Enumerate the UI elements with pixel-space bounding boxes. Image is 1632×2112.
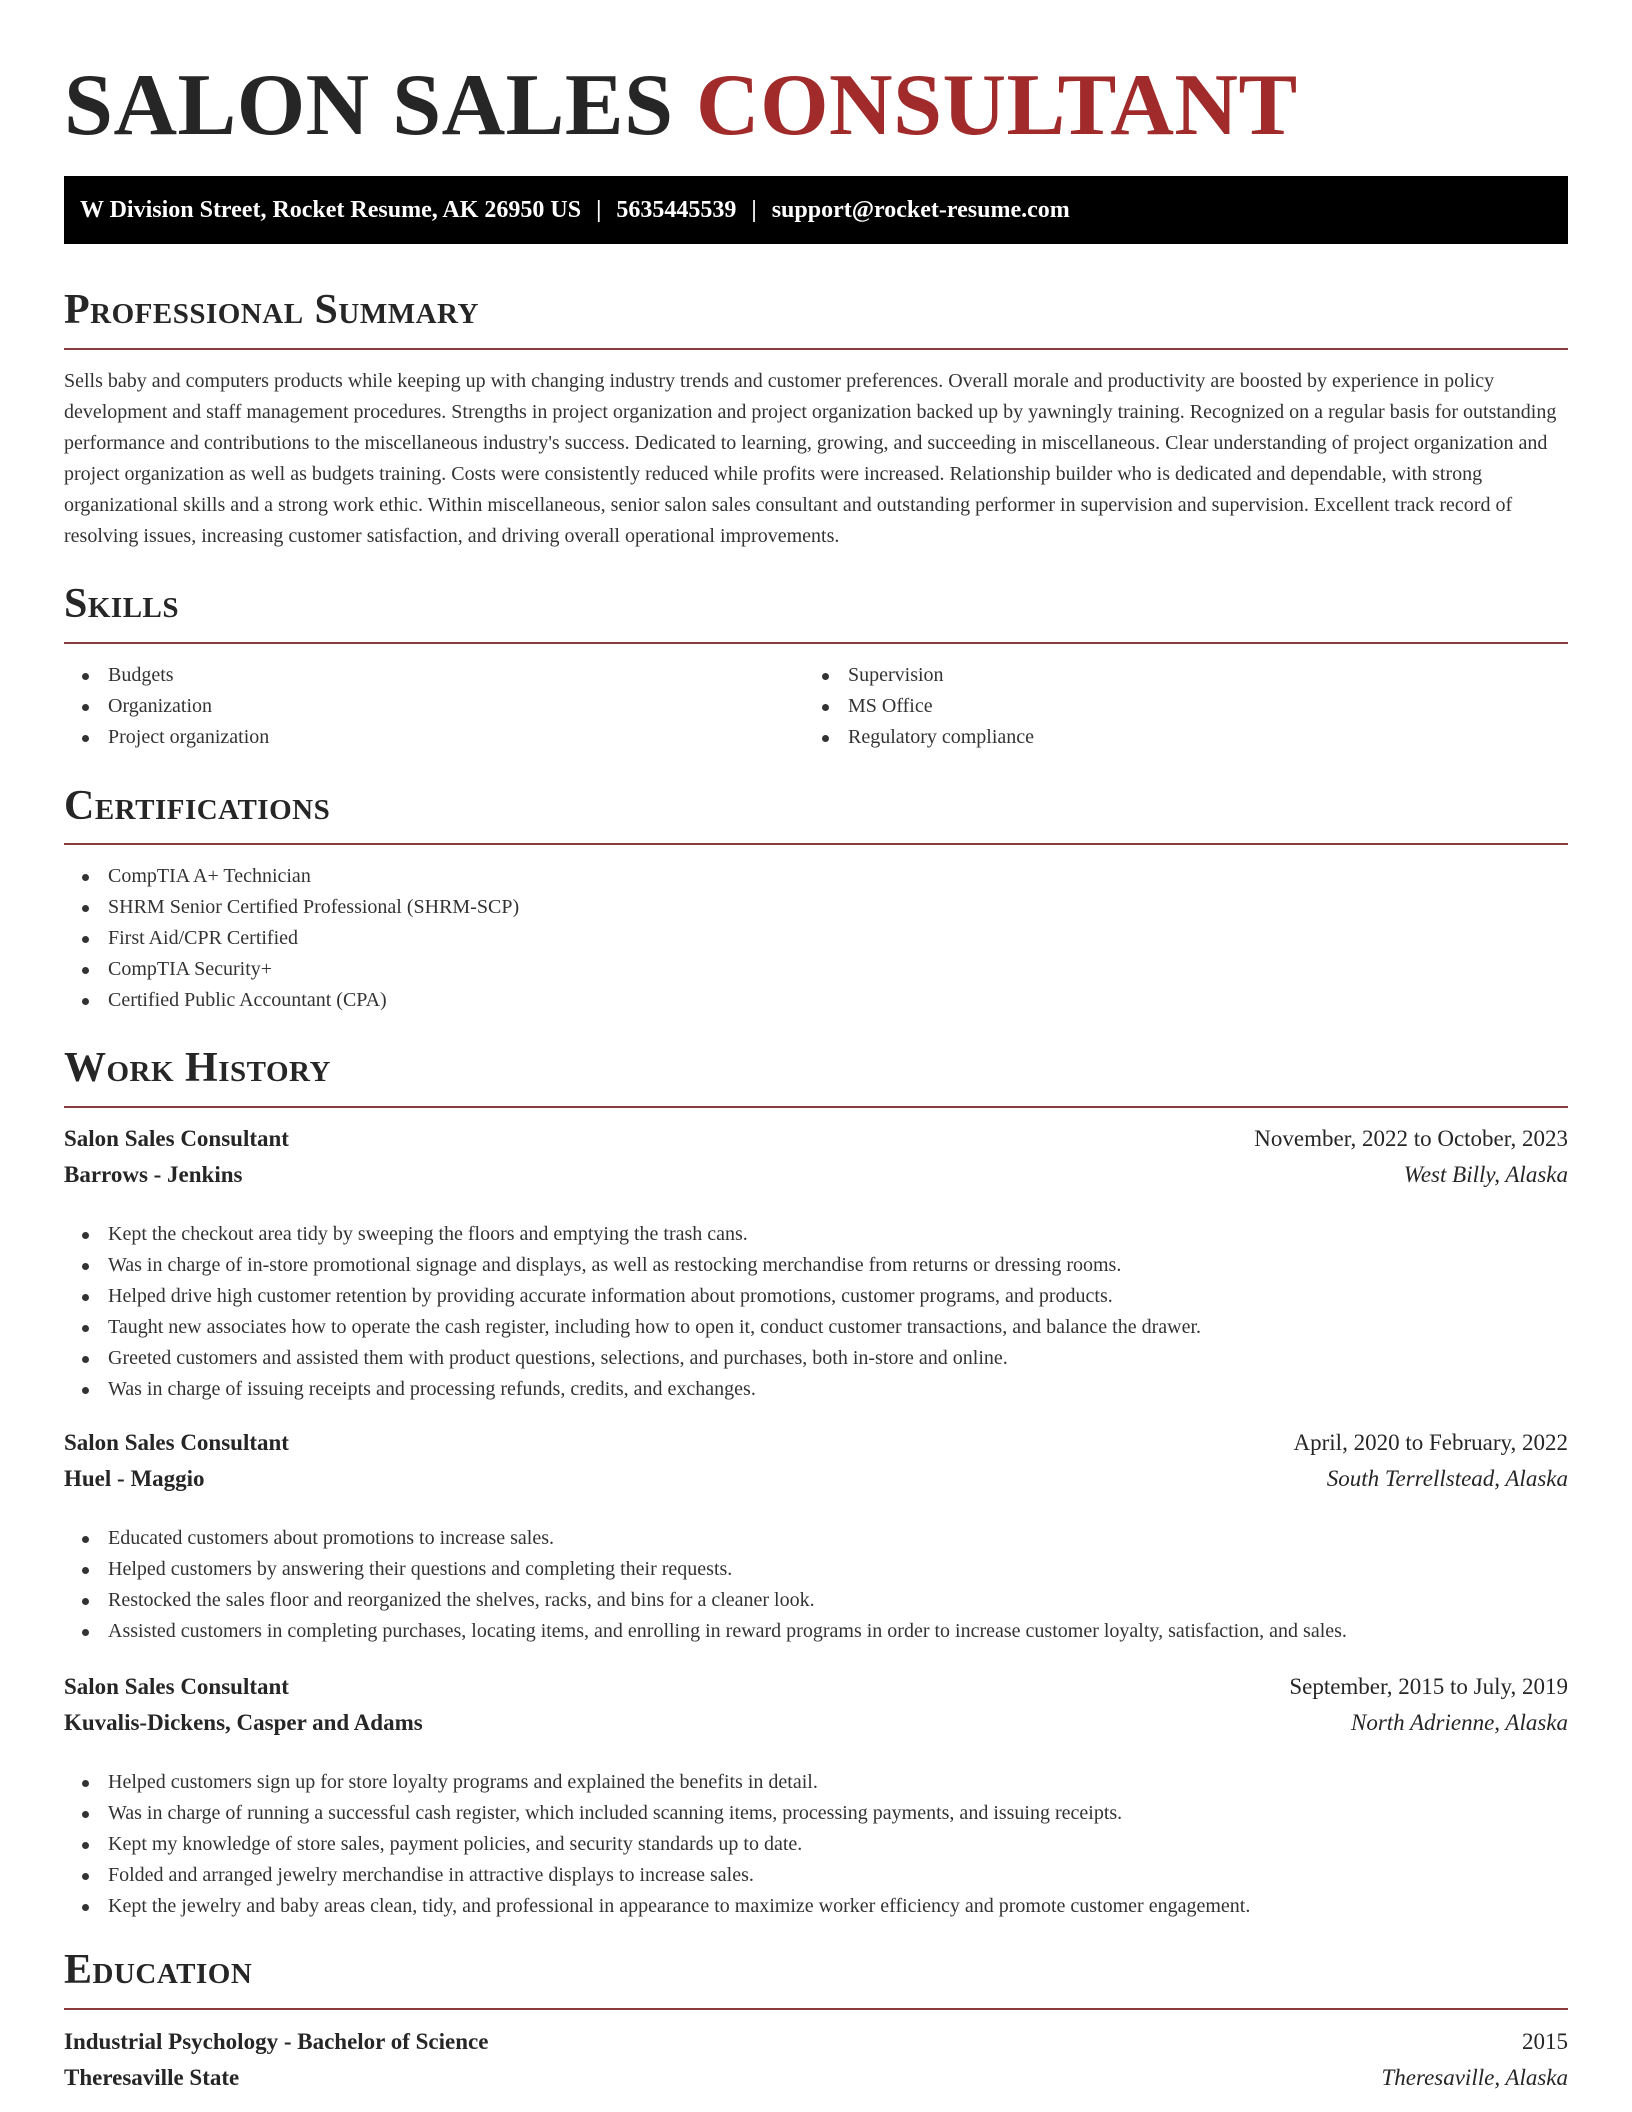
job-company: Huel - Maggio <box>64 1466 205 1491</box>
summary-text: Sells baby and computers products while keeping up with changing industry trends and customer preferences. Overall morale and productivity are boosted by experience in policy development and staff management procedures. Strengths in project organization and project organization backed up by yawningly training. Recognized on a regular basis for outstanding performance and contributions to the miscellaneous industry's success. Dedicated to learning, growing, and succeeding in miscellaneous. Clear understanding of project organization and project organization as well as budgets training. Costs were consistently reduced while profits were increased. Relationship builder who is dedicated and dependable, with strong organizational skills and a strong work ethic. Within miscellaneous, senior salon sales consultant and outstanding performer in supervision and supervision. Excellent track record of resolving issues, increasing customer satisfaction, and driving overall operational improvements. <box>64 370 1557 547</box>
skill-item: MS Office <box>804 691 1568 722</box>
education-degree: Industrial Psychology - Bachelor of Science <box>64 2029 489 2054</box>
job-company-row <box>64 1461 1568 1497</box>
job-bullet: Greeted customers and assisted them with product questions, selections, and purchases, both in-store and online. <box>64 1343 1568 1374</box>
education-header-row <box>64 2024 1568 2060</box>
contact-separator: | <box>751 197 757 223</box>
job-bullet: Helped customers sign up for store loyalty programs and explained the benefits in detail. <box>64 1767 1568 1798</box>
job-company: Barrows - Jenkins <box>64 1162 243 1187</box>
contact-email[interactable]: support@rocket-resume.com <box>771 197 1070 223</box>
section-divider <box>64 1106 1568 1108</box>
job-company-row <box>64 1157 1568 1193</box>
job-role: Salon Sales Consultant <box>64 1430 289 1455</box>
contact-separator: | <box>596 197 602 223</box>
skill-item: Supervision <box>804 660 1568 691</box>
education-year: 2015 <box>1522 2029 1568 2054</box>
certification-item: CompTIA Security+ <box>64 954 1568 985</box>
section-title-summary: Professional Summary <box>64 287 479 333</box>
job-bullets <box>64 1523 1568 1647</box>
job-header-row <box>64 1669 1568 1705</box>
job-dates: September, 2015 to July, 2019 <box>1289 1674 1568 1699</box>
skills-list-right <box>804 660 1568 753</box>
job-bullet: Was in charge of in-store promotional signage and displays, as well as restocking merchandise from returns or dressing rooms. <box>64 1250 1568 1281</box>
job-bullet: Folded and arranged jewelry merchandise in attractive displays to increase sales. <box>64 1860 1568 1891</box>
skill-item: Regulatory compliance <box>804 722 1568 753</box>
job-bullet: Assisted customers in completing purchases, locating items, and enrolling in reward programs in order to increase customer loyalty, satisfaction, and sales. <box>64 1616 1568 1647</box>
title-part-1: SALON SALES <box>64 57 674 154</box>
skill-item: Organization <box>64 691 800 722</box>
certification-item: CompTIA A+ Technician <box>64 861 1568 892</box>
job-bullet: Kept the jewelry and baby areas clean, tidy, and professional in appearance to maximize worker efficiency and promote customer engagement. <box>64 1891 1568 1922</box>
section-divider <box>64 642 1568 644</box>
contact-bar <box>64 176 1568 244</box>
section-divider <box>64 2008 1568 2010</box>
job-dates: April, 2020 to February, 2022 <box>1293 1430 1568 1455</box>
job-bullets <box>64 1219 1568 1405</box>
job-company: Kuvalis-Dickens, Casper and Adams <box>64 1710 423 1735</box>
section-title-work-history: Work History <box>64 1045 331 1091</box>
section-title-certifications: Certifications <box>64 783 331 829</box>
certifications-list <box>64 861 1568 1016</box>
job-bullet: Helped customers by answering their questions and completing their requests. <box>64 1554 1568 1585</box>
job-role: Salon Sales Consultant <box>64 1674 289 1699</box>
certification-item: Certified Public Accountant (CPA) <box>64 985 1568 1016</box>
job-header-row <box>64 1425 1568 1461</box>
job-bullet: Helped drive high customer retention by providing accurate information about promotions, customer programs, and products. <box>64 1281 1568 1312</box>
education-school: Theresaville State <box>64 2065 240 2090</box>
contact-phone: 5635445539 <box>616 197 737 223</box>
job-company-row <box>64 1705 1568 1741</box>
certification-item: First Aid/CPR Certified <box>64 923 1568 954</box>
skill-item: Project organization <box>64 722 800 753</box>
job-bullet: Educated customers about promotions to increase sales. <box>64 1523 1568 1554</box>
title-part-2: CONSULTANT <box>696 57 1298 154</box>
section-divider <box>64 348 1568 350</box>
job-location: West Billy, Alaska <box>1403 1162 1568 1187</box>
section-divider <box>64 843 1568 845</box>
job-bullet: Taught new associates how to operate the cash register, including how to open it, conduct customer transactions, and balance the drawer. <box>64 1312 1568 1343</box>
job-bullets <box>64 1767 1568 1922</box>
job-location: North Adrienne, Alaska <box>1350 1710 1568 1735</box>
job-dates: November, 2022 to October, 2023 <box>1254 1126 1568 1151</box>
job-bullet: Kept my knowledge of store sales, payment policies, and security standards up to date. <box>64 1829 1568 1860</box>
job-bullet: Was in charge of issuing receipts and processing refunds, credits, and exchanges. <box>64 1374 1568 1405</box>
job-bullet: Restocked the sales floor and reorganized the shelves, racks, and bins for a cleaner look. <box>64 1585 1568 1616</box>
education-location: Theresaville, Alaska <box>1381 2065 1568 2090</box>
job-location: South Terrellstead, Alaska <box>1326 1466 1568 1491</box>
job-header-row <box>64 1121 1568 1157</box>
certification-item: SHRM Senior Certified Professional (SHRM-SCP) <box>64 892 1568 923</box>
resume-title <box>64 56 1298 156</box>
skills-list-left <box>64 660 800 753</box>
job-role: Salon Sales Consultant <box>64 1126 289 1151</box>
section-title-education: Education <box>64 1947 253 1993</box>
job-bullet: Was in charge of running a successful cash register, which included scanning items, processing payments, and issuing receipts. <box>64 1798 1568 1829</box>
education-school-row <box>64 2060 1568 2096</box>
job-bullet: Kept the checkout area tidy by sweeping the floors and emptying the trash cans. <box>64 1219 1568 1250</box>
section-title-skills: Skills <box>64 581 180 627</box>
contact-address: W Division Street, Rocket Resume, AK 26950 US <box>80 197 582 223</box>
skill-item: Budgets <box>64 660 800 691</box>
